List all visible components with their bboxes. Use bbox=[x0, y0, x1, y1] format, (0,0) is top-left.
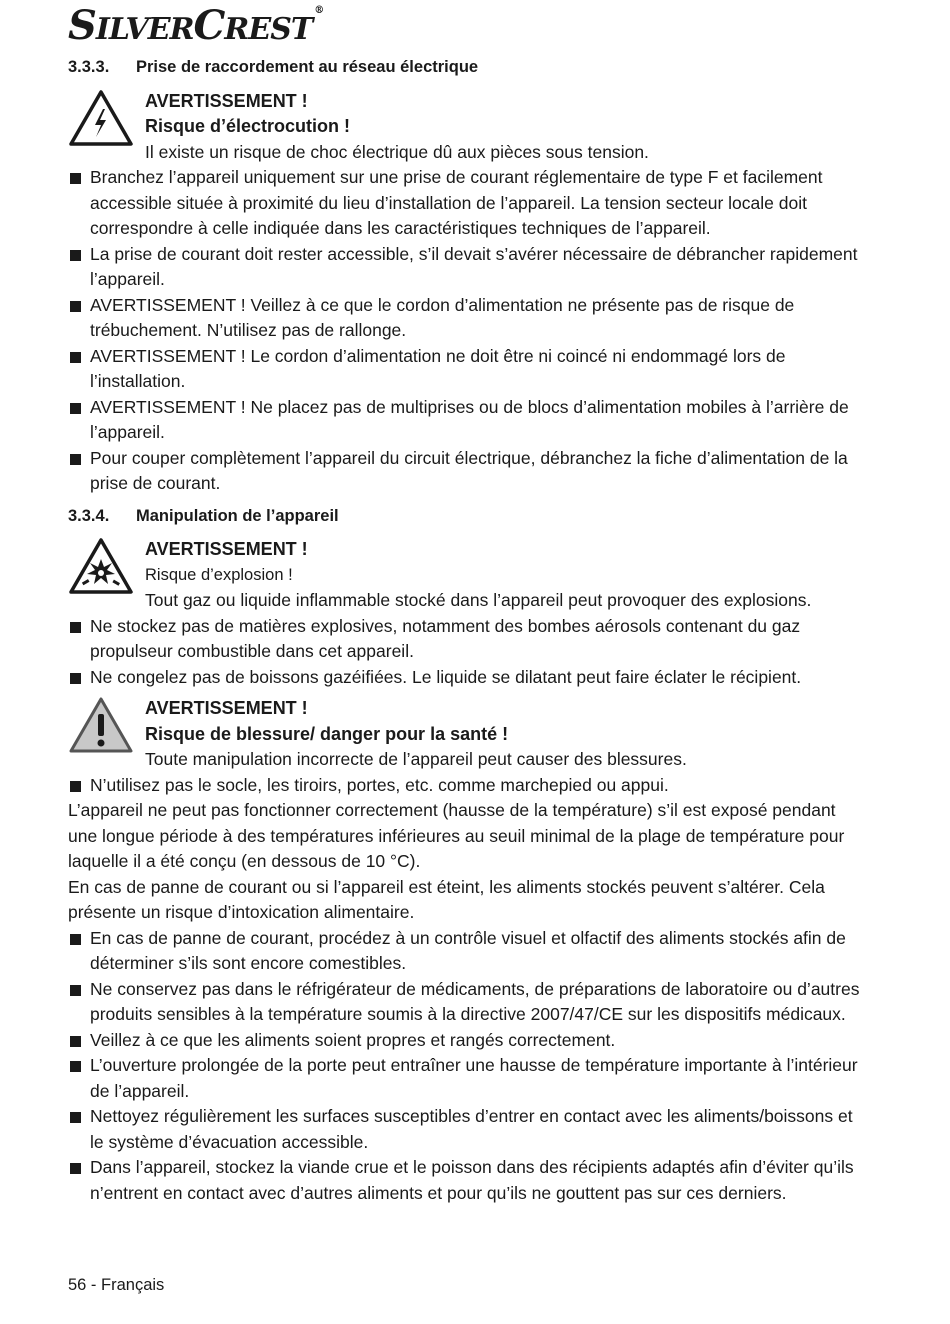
list-item: AVERTISSEMENT ! Le cordon d’alimentation ne doit être ni coincé ni endommagé lors de l’installation. bbox=[68, 344, 868, 395]
list-item: La prise de courant doit rester accessible, s’il devait s’avérer nécessaire de débrancher rapidement l’appareil. bbox=[68, 242, 868, 293]
paragraph-power-failure: En cas de panne de courant ou si l’appareil est éteint, les aliments stockés peuvent s’altérer. Cela présente un risque d’intoxication alimentaire. bbox=[68, 876, 825, 922]
list-item: Ne stockez pas de matières explosives, notamment des bombes aérosols contenant du gaz propulseur combustible dans cet appareil. bbox=[68, 614, 868, 665]
general-warning-icon bbox=[68, 696, 134, 754]
brand-logo: SILVERCREST® bbox=[68, 2, 324, 49]
list-item: Nettoyez régulièrement les surfaces susceptibles d’entrer en contact avec les aliments/boissons et le système d’évacuation accessible. bbox=[68, 1104, 868, 1155]
page-content bbox=[68, 54, 868, 1206]
warning-title: AVERTISSEMENT ! bbox=[145, 539, 308, 559]
list-item: AVERTISSEMENT ! Ne placez pas de multiprises ou de blocs d’alimentation mobiles à l’arrière de l’appareil. bbox=[68, 395, 868, 446]
warning-subtitle: Risque d’explosion ! bbox=[145, 565, 293, 584]
warning-text: Toute manipulation incorrecte de l’appareil peut causer des blessures. bbox=[145, 749, 687, 769]
warning-title: AVERTISSEMENT ! bbox=[145, 90, 308, 111]
bullet-list-explosion bbox=[68, 614, 868, 691]
list-item: N’utilisez pas le socle, les tiroirs, portes, etc. comme marchepied ou appui. bbox=[68, 773, 868, 799]
list-item: En cas de panne de courant, procédez à un contrôle visuel et olfactif des aliments stockés afin de déterminer s’ils sont encore comestibles. bbox=[68, 926, 868, 977]
warning-text: Tout gaz ou liquide inflammable stocké dans l’appareil peut provoquer des explosions. bbox=[145, 590, 812, 610]
list-item: L’ouverture prolongée de la porte peut entraîner une hausse de température importante à l’intérieur de l’appareil. bbox=[68, 1053, 868, 1104]
list-item: Ne conservez pas dans le réfrigérateur de médicaments, de préparations de laboratoire ou d’autres produits sensibles à la température soumis à la directive 2007/47/CE sur les dispositifs médicaux. bbox=[68, 977, 868, 1028]
list-item: AVERTISSEMENT ! Veillez à ce que le cordon d’alimentation ne présente pas de risque de trébuchement. N’utilisez pas de rallonge. bbox=[68, 293, 868, 344]
list-item: Dans l’appareil, stockez la viande crue et le poisson dans des récipients adaptés afin d’éviter qu’ils n’entrent en contact avec d’autres aliments et pour qu’ils ne gouttent pas sur ces derniers. bbox=[68, 1155, 868, 1206]
warning-electrocution bbox=[68, 89, 868, 166]
section-heading-3-3-4: 3.3.4. Manipulation de l’appareil bbox=[68, 506, 339, 525]
warning-explosion bbox=[68, 537, 868, 614]
list-item: Veillez à ce que les aliments soient propres et rangés correctement. bbox=[68, 1028, 868, 1054]
bullet-list-connection bbox=[68, 165, 868, 497]
list-item: Pour couper complètement l’appareil du circuit électrique, débranchez la fiche d’alimentation de la prise de courant. bbox=[68, 446, 868, 497]
warning-subtitle: Risque de blessure/ danger pour la santé ! bbox=[145, 723, 509, 744]
page-footer: 56 - Français bbox=[68, 1276, 165, 1294]
explosion-hazard-icon bbox=[68, 537, 134, 595]
list-item: Ne congelez pas de boissons gazéifiées. Le liquide se dilatant peut faire éclater le récipient. bbox=[68, 665, 868, 691]
section-heading-3-3-3: 3.3.3. Prise de raccordement au réseau électrique bbox=[68, 58, 479, 76]
bullet-list-food-safety bbox=[68, 926, 868, 1207]
warning-subtitle: Risque d’électrocution ! bbox=[145, 116, 351, 136]
bullet-list-injury bbox=[68, 773, 868, 799]
warning-injury bbox=[68, 696, 868, 773]
electric-hazard-icon bbox=[68, 89, 134, 147]
warning-title: AVERTISSEMENT ! bbox=[145, 698, 308, 718]
paragraph-temperature: L’appareil ne peut pas fonctionner correctement (hausse de la température) s’il est exposé pendant une longue période à des températures inférieures au seuil minimal de la plage de température pour laquelle il a été conçu (en dessous de 10 °C). bbox=[68, 800, 845, 871]
warning-text: Il existe un risque de choc électrique dû aux pièces sous tension. bbox=[145, 141, 649, 162]
list-item: Branchez l’appareil uniquement sur une prise de courant réglementaire de type F et facilement accessible située à proximité du lieu d’installation de l’appareil. La tension secteur locale doit correspondre à celle indiquée dans les caractéristiques techniques de l’appareil. bbox=[68, 165, 868, 242]
